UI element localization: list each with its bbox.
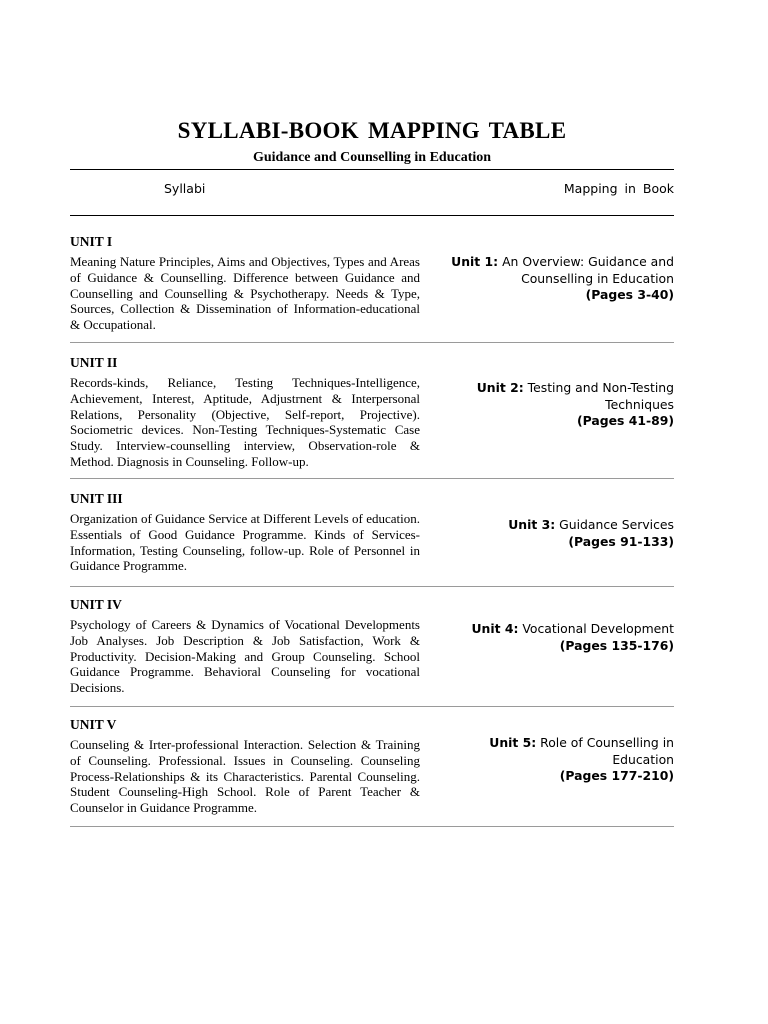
unit-divider <box>70 826 674 827</box>
unit-mapping-pages: (Pages 177-210) <box>559 768 674 783</box>
unit-heading: UNIT I <box>70 234 113 249</box>
unit-section-3 <box>70 491 674 574</box>
header-top-rule <box>70 169 674 170</box>
unit-heading: UNIT V <box>70 717 117 732</box>
unit-mapping-title: Role of Counselling in Education <box>540 735 674 767</box>
unit-section-4 <box>70 597 674 696</box>
unit-mapping-label: Unit 5: <box>489 735 537 750</box>
unit-syllabus-text: Psychology of Careers & Dynamics of Vocational Developments Job Analyses. Job Description & Job Satisfaction, Work & Productivity. Decision-Making and Group Counseling. School Guidance Programme. Behavioral Counseling for vocational Decisions. <box>70 617 420 696</box>
page-subtitle: Guidance and Counselling in Education <box>252 150 492 165</box>
unit-divider <box>70 342 674 343</box>
column-header-syllabi: Syllabi <box>164 181 206 196</box>
unit-mapping-label: Unit 4: <box>471 621 519 636</box>
unit-divider <box>70 586 674 587</box>
page-title: SYLLABI-BOOK MAPPING TABLE <box>177 118 567 143</box>
unit-mapping-label: Unit 3: <box>508 517 556 532</box>
unit-mapping-pages: (Pages 91-133) <box>568 533 674 549</box>
unit-mapping-pages: (Pages 3-40) <box>585 287 674 302</box>
unit-section-1 <box>70 234 674 333</box>
unit-mapping-pages: (Pages 41-89) <box>576 413 674 428</box>
unit-mapping-title: Vocational Development <box>522 621 674 636</box>
unit-mapping-title: Guidance Services <box>559 517 674 532</box>
unit-syllabus-text: Meaning Nature Principles, Aims and Objectives, Types and Areas of Guidance & Counselling. Difference between Guidance and Counselling and Counselling & Psychotherapy. Needs & Type, Sources, Collection & Dissemination of Information-educational & Occupational. <box>70 254 420 333</box>
unit-mapping <box>444 380 674 430</box>
unit-mapping-title: An Overview: Guidance and Counselling in Education <box>502 254 674 286</box>
unit-section-5 <box>70 717 674 816</box>
unit-heading: UNIT III <box>70 491 123 506</box>
unit-mapping-label: Unit 1: <box>451 254 499 269</box>
unit-mapping-pages: (Pages 135-176) <box>559 637 674 653</box>
unit-divider <box>70 478 674 479</box>
unit-heading: UNIT IV <box>70 597 122 612</box>
unit-mapping <box>444 254 674 304</box>
unit-mapping-label: Unit 2: <box>476 380 524 395</box>
unit-mapping-title: Testing and Non-Testing Techniques <box>527 380 674 412</box>
unit-mapping <box>444 735 674 785</box>
unit-syllabus-text: Organization of Guidance Service at Different Levels of education. Essentials of Good Guidance Programme. Kinds of Services-Information, Testing Counseling, follow-up. Role of Personnel in Guidance Programme. <box>70 511 420 574</box>
unit-mapping <box>444 621 674 654</box>
unit-heading: UNIT II <box>70 355 118 370</box>
unit-section-2 <box>70 355 674 470</box>
unit-mapping <box>444 517 674 550</box>
unit-syllabus-text: Records-kinds, Reliance, Testing Techniques-Intelligence, Achievement, Interest, Aptitude, Adjustrnent & Interpersonal Relations, Personality (Objective, Self-report, Projective). Sociometric devices. Non-Testing Techniques-Systematic Case Study. Interview-counselling interview, Observation-role & Method. Diagnosis in Counseling. Follow-up. <box>70 375 420 469</box>
unit-divider <box>70 706 674 707</box>
column-header-mapping: Mapping in Book <box>563 181 674 196</box>
header-bottom-rule <box>70 215 674 216</box>
unit-syllabus-text: Counseling & Irter-professional Interaction. Selection & Training of Counseling. Professional. Issues in Counseling. Counseling Process-Relationships & its Characteristics. Parental Counseling. Student Counseling-High School. Role of Parent Teacher & Counselor in Guidance Programme. <box>70 737 420 816</box>
